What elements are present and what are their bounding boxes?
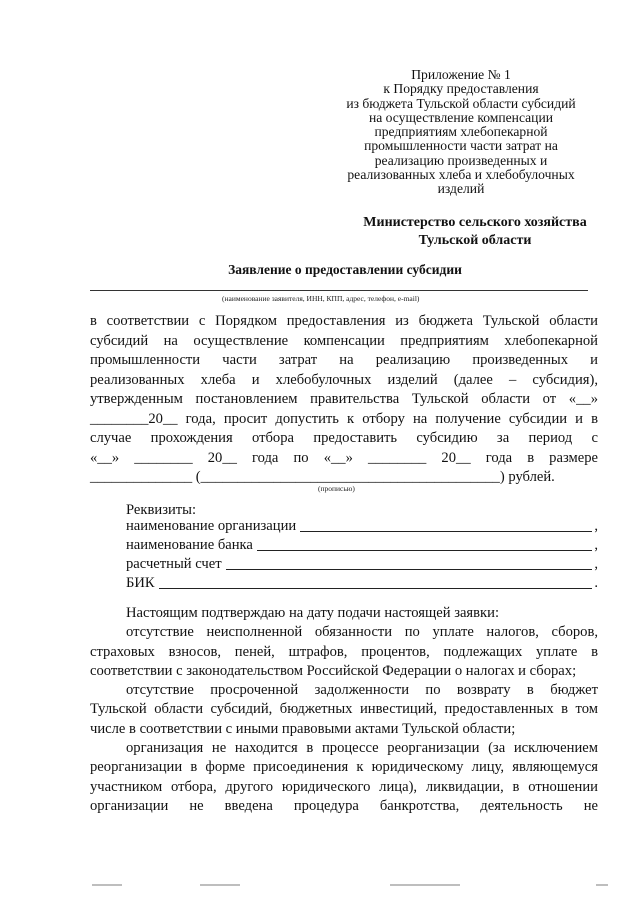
scan-artifact: [92, 884, 122, 886]
confirm-line: организация не находится в процессе реорганизации (за исключением: [126, 740, 598, 757]
application-body: [90, 312, 598, 488]
scan-artifact: [390, 884, 460, 886]
amount-words-caption: (прописью): [318, 484, 355, 493]
bik-label: БИК: [126, 575, 155, 591]
bik-field[interactable]: [159, 574, 593, 589]
confirm-line: реорганизации в форме присоединения к юридическому лицу, являющемуся: [90, 759, 598, 776]
confirm-line: организации не введена процедура банкротства, деятельность не: [90, 797, 598, 814]
applicant-caption: (наименование заявителя, ИНН, КПП, адрес, телефон, e-mail): [222, 294, 420, 303]
account-field[interactable]: [226, 555, 593, 570]
body-line: промышленности части затрат на реализацию произведенных и: [90, 352, 598, 368]
applicant-field[interactable]: [90, 285, 588, 291]
row-comma: ,: [594, 518, 598, 534]
document-title: Заявление о предоставлении субсидии: [228, 262, 462, 277]
requisite-row-bank: [126, 535, 598, 554]
scan-artifact: [596, 884, 608, 886]
appendix-line: Приложение № 1: [411, 67, 511, 82]
appendix-line: на осуществление компенсации: [368, 109, 554, 125]
appendix-block: [318, 68, 604, 197]
body-line: ________20__ года, просит допустить к отбору на получение субсидии и в: [90, 410, 598, 427]
confirmation-section: [90, 604, 598, 816]
body-line: случае прохождения отбора предоставить субсидию за период с: [90, 430, 598, 446]
appendix-line: из бюджета Тульской области субсидий: [346, 95, 576, 111]
requisite-row-bik: [126, 573, 598, 592]
account-label: расчетный счет: [126, 556, 222, 572]
confirm-line: Тульской области субсидий, бюджетных инвестиций, предоставленных в том: [90, 701, 598, 718]
confirm-line: участником отбора, другого юридического лица), ликвидации, в отношении: [90, 778, 598, 795]
confirm-line: Настоящим подтверждаю на дату подачи настоящей заявки:: [126, 605, 499, 621]
row-comma: ,: [594, 556, 598, 572]
confirm-line: соответствии с законодательством Российской Федерации о налогах и сборах;: [90, 662, 577, 679]
bank-field[interactable]: [257, 536, 592, 551]
confirm-line: отсутствие неисполненной обязанности по уплате налогов, сборов,: [126, 624, 598, 641]
appendix-line: промышленности части затрат на: [364, 138, 558, 154]
requisite-row-organization: [126, 516, 598, 535]
confirm-line: отсутствие просроченной задолженности по возврату в бюджет: [126, 682, 598, 699]
confirm-line: числе в соответствии с иными правовыми актами Тульской области;: [90, 720, 516, 737]
row-comma: ,: [594, 537, 598, 553]
body-line: реализованных хлеба и хлебобулочных изделий (далее – субсидия),: [90, 371, 598, 388]
body-line: субсидий на осуществление компенсации предприятиям хлебопекарной: [90, 332, 598, 349]
body-line: «__» ________ 20__ года по «__» ________ 20__ года в размере: [90, 449, 598, 466]
appendix-line: реализацию произведенных и: [374, 152, 548, 168]
appendix-line: к Порядку предоставления: [383, 81, 539, 97]
confirm-line: страховых взносов, пеней, штрафов, процентов, подлежащих уплате в: [90, 643, 598, 660]
appendix-line: предприятиям хлебопекарной: [374, 124, 548, 140]
organization-label: наименование организации: [126, 518, 297, 534]
requisite-row-account: [126, 554, 598, 573]
bank-label: наименование банка: [126, 537, 253, 553]
addressee-line: Тульской области: [418, 233, 532, 248]
appendix-line: реализованных хлеба и хлебобулочных: [347, 167, 575, 183]
requisites-heading: Реквизиты:: [126, 502, 197, 518]
organization-field[interactable]: [300, 517, 592, 532]
scan-artifact: [200, 884, 240, 886]
addressee-line: Министерство сельского хозяйства: [363, 215, 587, 230]
row-period: .: [594, 575, 598, 591]
addressee-block: [340, 214, 610, 250]
appendix-line: изделий: [437, 181, 485, 197]
body-line: в соответствии с Порядком предоставления из бюджета Тульской области: [90, 313, 598, 329]
body-line: ______________ (_________________________________________) рублей.: [90, 469, 555, 485]
body-line: утвержденным постановлением правительства Тульской области от «__»: [90, 391, 598, 407]
